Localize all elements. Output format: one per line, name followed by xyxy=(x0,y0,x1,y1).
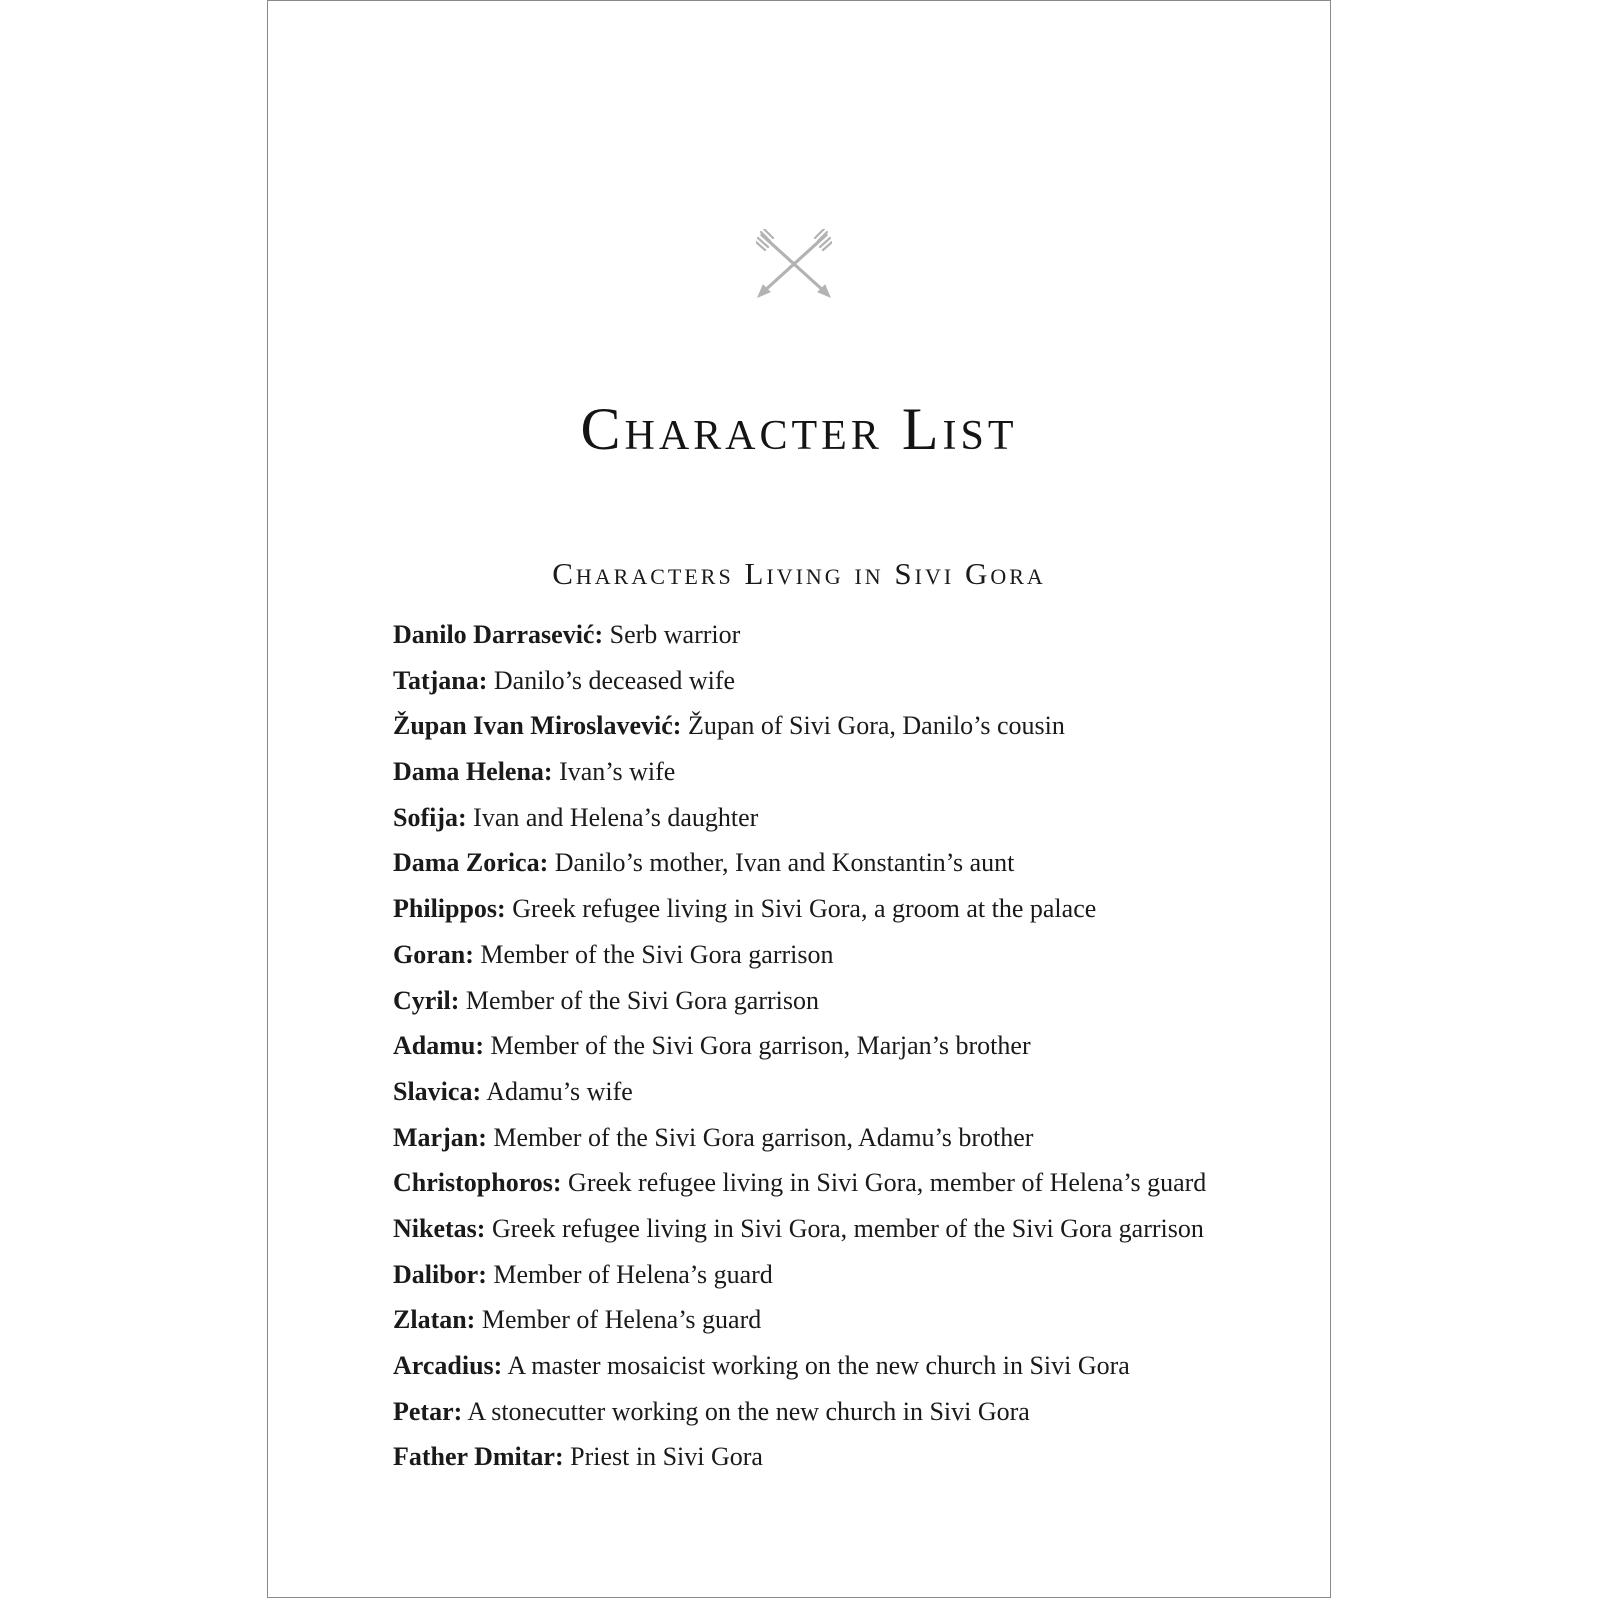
character-name: Župan Ivan Miroslavević: xyxy=(393,711,682,741)
character-name: Sofija: xyxy=(393,802,467,832)
character-description: Danilo’s deceased wife xyxy=(493,665,736,695)
character-name: Goran: xyxy=(393,939,474,969)
character-name: Adamu: xyxy=(393,1031,485,1061)
section-heading: Characters Living in Sivi Gora xyxy=(552,556,1046,591)
character-name: Niketas: xyxy=(393,1213,486,1243)
character-name: Christophoros: xyxy=(393,1168,562,1198)
book-page xyxy=(267,0,1331,1598)
list-item xyxy=(393,1160,1293,1206)
character-description: A stonecutter working on the new church in Sivi Gora xyxy=(467,1396,1030,1426)
character-description: Member of the Sivi Gora garrison xyxy=(480,939,834,969)
character-name: Cyril: xyxy=(393,985,460,1015)
character-description: Greek refugee living in Sivi Gora, member of the Sivi Gora garrison xyxy=(491,1213,1204,1243)
list-item xyxy=(393,1389,1293,1435)
character-name: Father Dmitar: xyxy=(393,1442,564,1472)
character-description: Member of the Sivi Gora garrison, Adamu’s brother xyxy=(493,1122,1034,1152)
list-item xyxy=(393,1115,1293,1161)
list-item xyxy=(393,886,1293,932)
character-description: Member of Helena’s guard xyxy=(481,1305,762,1335)
character-description: Member of the Sivi Gora garrison, Marjan’s brother xyxy=(490,1031,1031,1061)
character-description: Danilo’s mother, Ivan and Konstantin’s aunt xyxy=(554,848,1015,878)
character-name: Tatjana: xyxy=(393,665,488,695)
list-item xyxy=(393,840,1293,886)
character-name: Philippos: xyxy=(393,894,506,924)
character-description: Greek refugee living in Sivi Gora, member of Helena’s guard xyxy=(568,1168,1207,1198)
list-item xyxy=(393,658,1293,704)
list-item xyxy=(393,612,1293,658)
page-title: Character List xyxy=(580,396,1018,462)
character-name: Dama Zorica: xyxy=(393,848,549,878)
character-description: Priest in Sivi Gora xyxy=(570,1442,763,1472)
list-item xyxy=(393,1252,1293,1298)
list-item xyxy=(393,1434,1293,1480)
list-item xyxy=(393,1069,1293,1115)
character-description: Greek refugee living in Sivi Gora, a groom at the palace xyxy=(512,894,1097,924)
list-item xyxy=(393,1023,1293,1069)
character-description: Ivan and Helena’s daughter xyxy=(473,802,759,832)
character-name: Zlatan: xyxy=(393,1305,476,1335)
character-list xyxy=(393,612,1293,1480)
list-item xyxy=(393,978,1293,1024)
character-name: Slavica: xyxy=(393,1076,482,1106)
character-description: Serb warrior xyxy=(609,620,741,649)
character-name: Petar: xyxy=(393,1396,463,1426)
character-description: Member of the Sivi Gora garrison xyxy=(465,985,820,1015)
character-description: Ivan’s wife xyxy=(559,757,676,787)
list-item xyxy=(393,795,1293,841)
character-name: Arcadius: xyxy=(393,1351,503,1380)
character-description: A master mosaicist working on the new church in Sivi Gora xyxy=(507,1351,1130,1380)
list-item xyxy=(393,749,1293,795)
crossed-arrows-icon xyxy=(756,229,832,301)
list-item xyxy=(393,1343,1293,1389)
list-item xyxy=(393,703,1293,749)
character-name: Dama Helena: xyxy=(393,757,553,787)
character-description: Župan of Sivi Gora, Danilo’s cousin xyxy=(687,711,1065,741)
list-item xyxy=(393,1206,1293,1252)
list-item xyxy=(393,932,1293,978)
character-description: Adamu’s wife xyxy=(486,1076,633,1106)
character-name: Danilo Darrasević: xyxy=(393,620,604,649)
list-item xyxy=(393,1297,1293,1343)
character-name: Dalibor: xyxy=(393,1259,487,1289)
character-name: Marjan: xyxy=(393,1122,487,1152)
character-description: Member of Helena’s guard xyxy=(493,1259,773,1289)
